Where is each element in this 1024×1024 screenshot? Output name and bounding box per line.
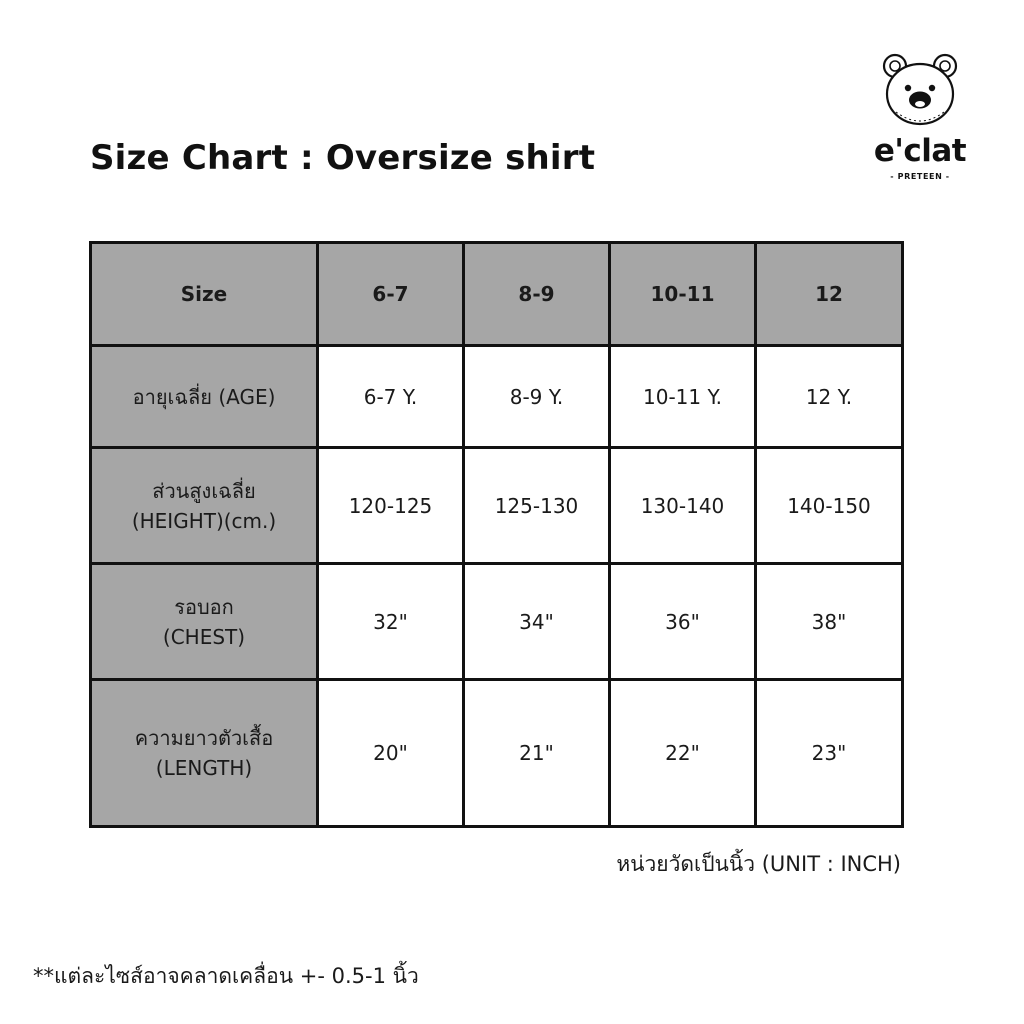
row-label-line: (HEIGHT)(cm.)	[131, 508, 277, 533]
bear-face-icon	[878, 48, 962, 132]
tolerance-footnote: **แต่ละไซส์อาจคลาดเคลื่อน +- 0.5-1 นิ้ว	[33, 964, 419, 988]
table-cell: 8-9 Y.	[464, 346, 610, 448]
table-cell: 125-130	[464, 448, 610, 564]
table-row-chest	[91, 564, 903, 680]
brand-wordmark: e'clat	[873, 133, 967, 169]
header-size-8-9: 8-9	[464, 243, 610, 346]
row-label-line: อายุเฉลี่ย (AGE)	[132, 384, 276, 409]
table-cell: 34"	[464, 564, 610, 680]
row-label-line: ความยาวตัวเสื้อ	[134, 726, 274, 750]
unit-note: หน่วยวัดเป็นนิ้ว (UNIT : INCH)	[616, 852, 901, 876]
row-label-age	[91, 346, 318, 448]
table-cell: 21"	[464, 680, 610, 827]
table-cell: 20"	[318, 680, 464, 827]
header-size-6-7: 6-7	[318, 243, 464, 346]
table-cell: 23"	[756, 680, 903, 827]
brand-subtitle: - PRETEEN -	[890, 172, 950, 181]
row-label-line: รอบอก	[174, 594, 234, 619]
table-row-age	[91, 346, 903, 448]
row-label-line: ส่วนสูงเฉลี่ย	[152, 478, 256, 503]
table-cell: 120-125	[318, 448, 464, 564]
row-label-length	[91, 680, 318, 827]
table-cell: 130-140	[610, 448, 756, 564]
row-label-height	[91, 448, 318, 564]
table-cell: 10-11 Y.	[610, 346, 756, 448]
table-cell: 38"	[756, 564, 903, 680]
table-header-row	[91, 243, 903, 346]
header-size-10-11: 10-11	[610, 243, 756, 346]
table-row-length	[91, 680, 903, 827]
size-chart-table	[89, 241, 904, 828]
table-cell: 22"	[610, 680, 756, 827]
row-label-line: (CHEST)	[162, 624, 246, 649]
table-cell: 140-150	[756, 448, 903, 564]
table-cell: 36"	[610, 564, 756, 680]
page-title: Size Chart : Oversize shirt	[90, 138, 596, 178]
table-cell: 6-7 Y.	[318, 346, 464, 448]
header-size-12: 12	[756, 243, 903, 346]
row-label-line: (LENGTH)	[155, 756, 253, 780]
header-size: Size	[91, 243, 318, 346]
table-row-height	[91, 448, 903, 564]
brand-logo	[862, 48, 978, 188]
table-cell: 12 Y.	[756, 346, 903, 448]
row-label-chest	[91, 564, 318, 680]
table-cell: 32"	[318, 564, 464, 680]
